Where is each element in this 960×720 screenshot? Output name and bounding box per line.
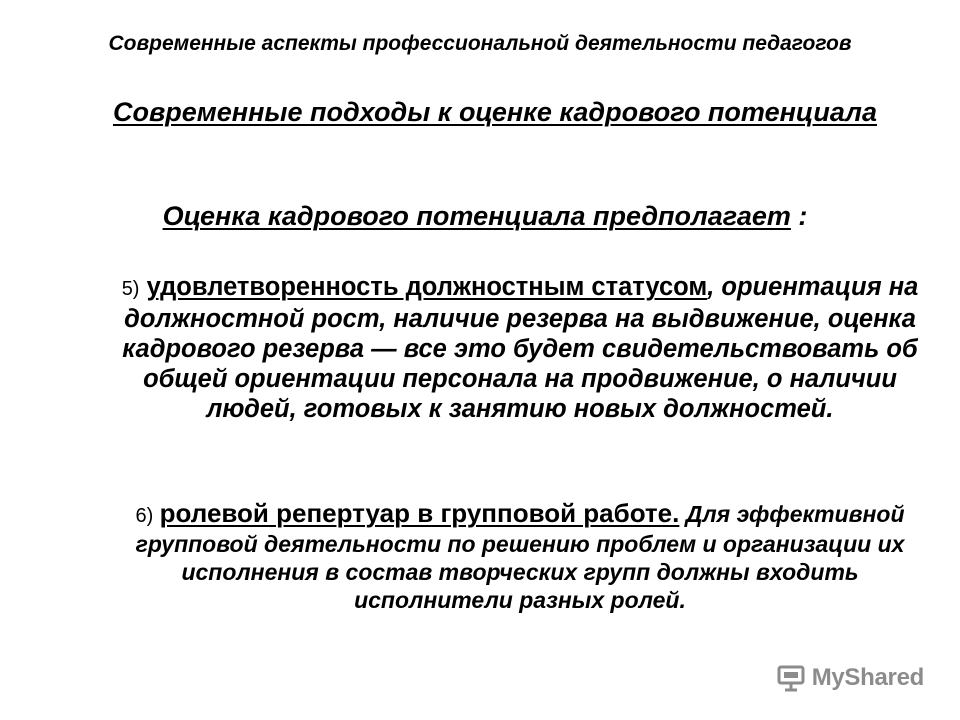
watermark xyxy=(776,664,924,692)
slide-subject-title: Современные аспекты профессиональной деятельности педагогов xyxy=(108,32,852,55)
list-item-key-phrase: удовлетворенность должностным статусом xyxy=(146,273,708,301)
list-item-number: 5) xyxy=(121,278,140,300)
list-item-text: Для эффективной групповой деятельности по решению проблем и организации их исполнения в состав творческих групп должны входить исполнители разных ролей. xyxy=(135,501,905,613)
intro-suffix: : xyxy=(790,201,808,231)
list-item-text: , ориентация на должностной рост, наличие резерва на выдвижение, оценка кадрового резерва — все это будет свидетельствовать об общей ориентации персонала на продвижение, о наличии людей, готовых к занятию новых должностей. xyxy=(122,273,919,423)
watermark-text: MyShared xyxy=(811,664,924,691)
presentation-board-icon xyxy=(776,664,806,692)
intro-line xyxy=(60,201,910,232)
list-item-key-phrase: ролевой репертуар в групповой работе. xyxy=(159,498,680,528)
slide-heading xyxy=(100,96,890,128)
intro-underlined-text: Оценка кадрового потенциала предполагает xyxy=(162,201,791,231)
list-item-number: 6) xyxy=(135,505,154,527)
slide-heading-text: Современные подходы к оценке кадрового потенциала xyxy=(113,97,877,127)
list-item xyxy=(110,272,930,424)
list-item xyxy=(110,499,930,614)
